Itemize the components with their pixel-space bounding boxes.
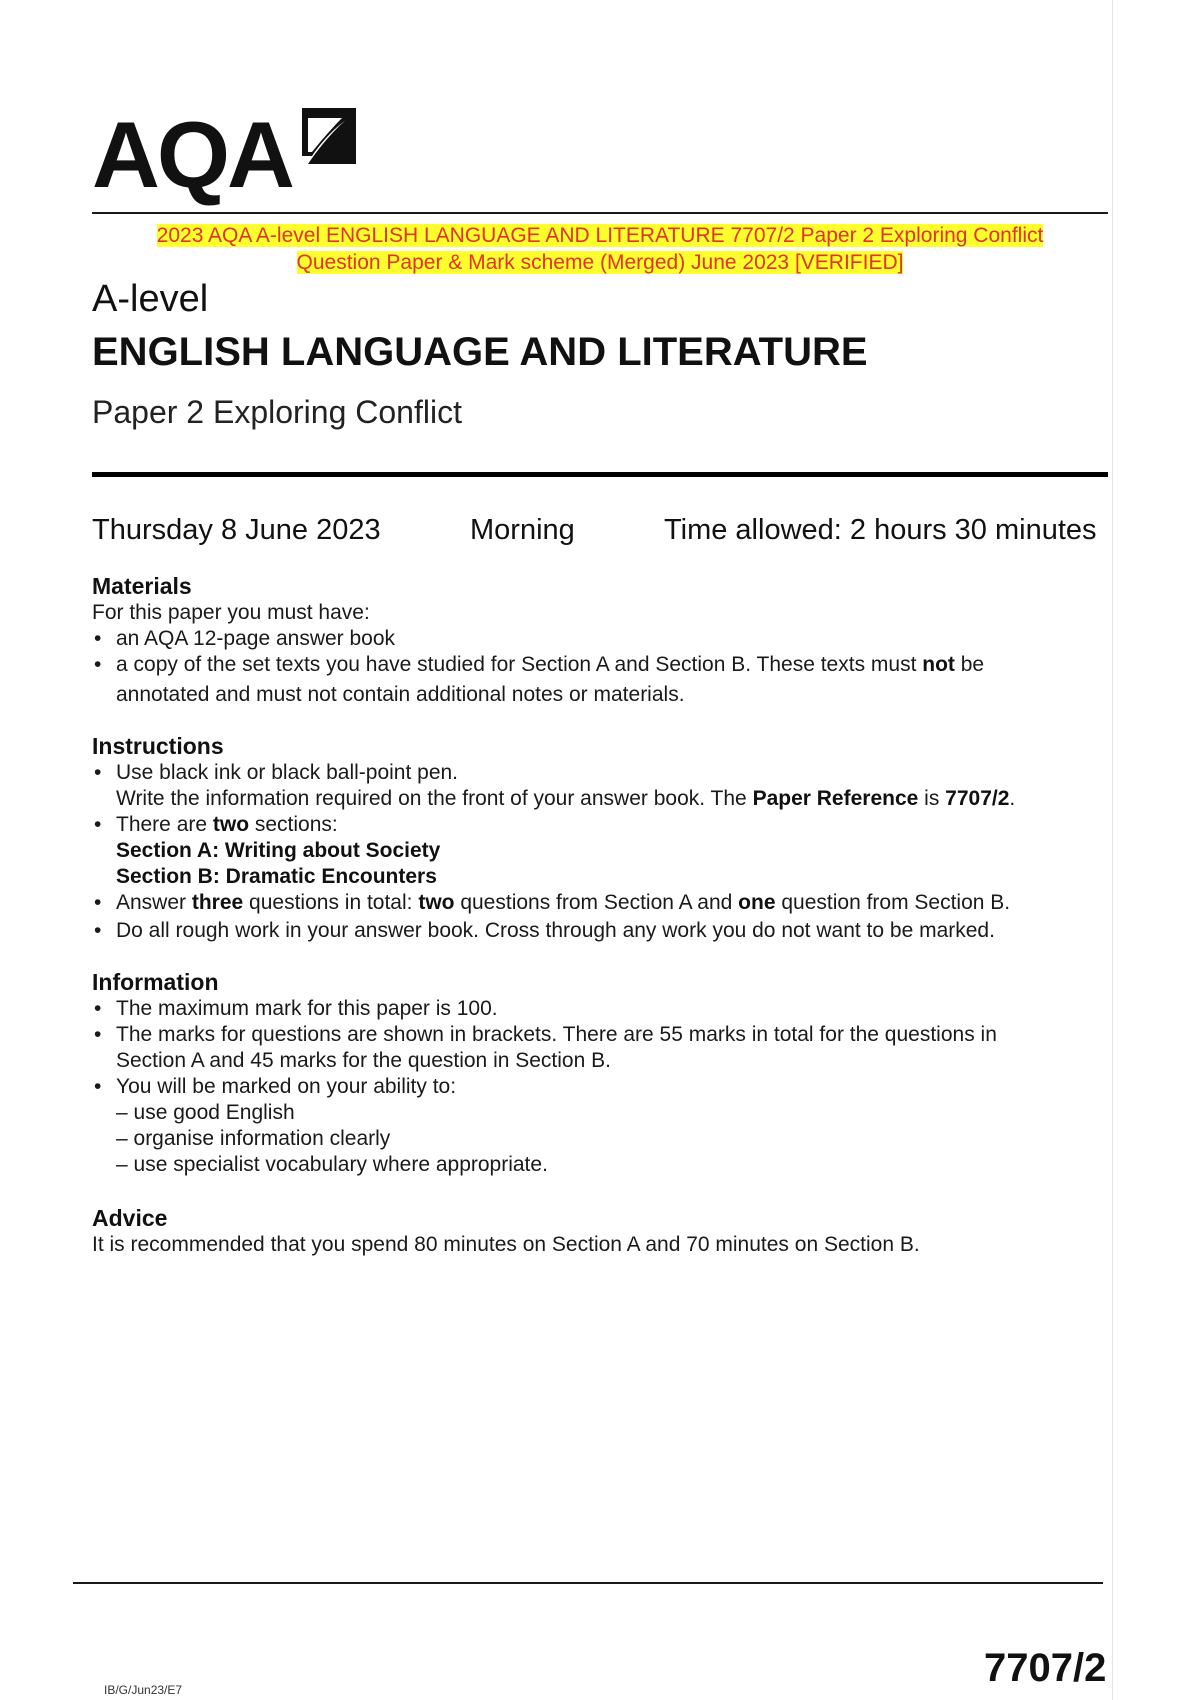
information-item: • You will be marked on your ability to: – use good English – organise information clearly – use specialist vocabulary where appropriate. [92, 1074, 1102, 1178]
information-item: • The maximum mark for this paper is 100. [92, 996, 1102, 1022]
header-divider [92, 472, 1108, 477]
information-heading: Information [92, 969, 219, 995]
information-item: • The marks for questions are shown in brackets. There are 55 marks in total for the questions in Section A and 45 marks for the question in Section B. [92, 1022, 1102, 1074]
instruction-item: • Do all rough work in your answer book. Cross through any work you do not want to be marked. [92, 918, 1102, 944]
information-section [92, 968, 1102, 1178]
paper-reference: 7707/2 [984, 1646, 1107, 1690]
exam-subject: ENGLISH LANGUAGE AND LITERATURE [92, 330, 868, 374]
aqa-logo [92, 102, 360, 207]
aqa-tick-logo-icon [298, 106, 360, 168]
banner-line-2: Question Paper & Mark scheme (Merged) June 2023 [VERIFIED] [296, 251, 904, 274]
instruction-item: • There are two sections: Section A: Writing about Society Section B: Dramatic Encounters [92, 812, 1102, 890]
instructions-heading: Instructions [92, 733, 224, 759]
exam-level: A-level [92, 278, 209, 320]
page-edge [1112, 0, 1113, 1700]
instructions-section [92, 732, 1102, 944]
section-b-title: Section B: Dramatic Encounters [116, 865, 437, 888]
materials-item: • a copy of the set texts you have studied for Section A and Section B. These texts must not be annotated and must not contain additional notes or materials. [92, 652, 1102, 708]
advice-heading: Advice [92, 1205, 168, 1231]
top-divider [92, 212, 1108, 214]
section-a-title: Section A: Writing about Society [116, 839, 441, 862]
footer-divider [73, 1582, 1103, 1584]
advice-section [92, 1204, 1102, 1258]
materials-section [92, 572, 1102, 708]
title-banner [92, 222, 1108, 276]
banner-line-1: 2023 AQA A-level ENGLISH LANGUAGE AND LITERATURE 7707/2 Paper 2 Exploring Conflict [156, 224, 1044, 247]
materials-item: • an AQA 12-page answer book [92, 626, 1102, 652]
instruction-item: • Answer three questions in total: two questions from Section A and one question from Section B. [92, 890, 1102, 916]
materials-heading: Materials [92, 573, 192, 599]
logo-text: AQA [92, 102, 292, 207]
time-allowed: Time allowed: 2 hours 30 minutes [664, 514, 1097, 546]
exam-date: Thursday 8 June 2023 [92, 514, 381, 546]
advice-text: It is recommended that you spend 80 minutes on Section A and 70 minutes on Section B. [92, 1233, 920, 1256]
exam-paper-title: Paper 2 Exploring Conflict [92, 394, 462, 430]
footer-code: IB/G/Jun23/E7 [104, 1683, 183, 1697]
instruction-item: • Use black ink or black ball-point pen. Write the information required on the front of your answer book. The Paper Reference is 7707/2. [92, 760, 1102, 812]
exam-session: Morning [470, 514, 575, 546]
materials-intro: For this paper you must have: [92, 601, 370, 624]
